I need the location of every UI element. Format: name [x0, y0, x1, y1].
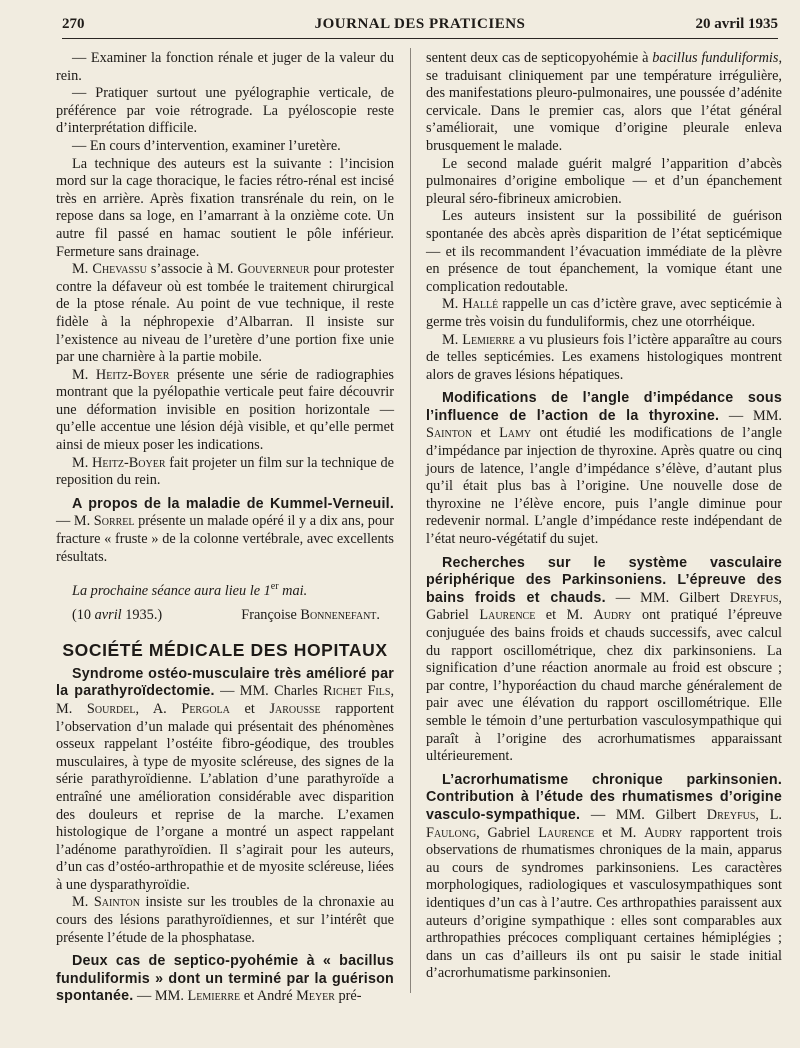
paragraph-heitz-boyer-1: M. Heitz-Boyer présente une série de radiographies montrant que la pyélopathie verticale peut faire découvrir une déformation invisible en position horizontale — qu’elle accentue une lésion déjà visible, et qu’elle permet ainsi de mieux poser les indications. — [56, 366, 394, 454]
signature-line — [56, 607, 394, 625]
author-name: Dreyfus — [706, 806, 756, 823]
column-divider — [410, 48, 411, 993]
author-name: Lamy — [499, 425, 532, 442]
paragraph-halle: M. Hallé rappelle un cas d’ictère grave, avec septicémie à germe très voisin du funduliformis, chez une otorrhéique. — [426, 296, 782, 330]
author-name: Sorrel — [93, 513, 135, 530]
author-name: Sainton — [93, 894, 140, 911]
paragraph-heitz-boyer-2: M. Heitz-Boyer fait projeter un film sur la technique de reposition du rein. — [56, 454, 394, 489]
paragraph-second-malade: Le second malade guérit malgré l’apparition d’abcès pulmonaires d’origine embolique — et d’un épanchement pleural séro-fibrineux amicrobien. — [426, 155, 782, 207]
paragraph-kummel: A propos de la maladie de Kummel-Verneuil. — M. Sorrel présente un malade opéré il y a dix ans, pour fracture « fruste » de la colonne vertébrale, avec excellents résultats. — [56, 495, 394, 565]
paragraph-syndrome: Syndrome ostéo-musculaire très amélioré par la parathyroïdectomie. — MM. Charles Richet Fils, M. Sourdel, A. Pergola et Jarousse rapportent l’observation d’un malade qui présentait des phénomènes osseux rappelant l’ostéite fibro-géodique, des troubles musculaires, à type de myosite scléreuse, des signes de la série parathyroïdienne. L’ablation d’une parathyroïde a entraîné une amélioration considérable avec disparition des douleurs et reprise de la marche. L’examen histologique de l’organe a montré un aspect rappelant l’adénome parathyroïdien. Il s’agirait pour les auteurs, d’un cas d’ostéo-arthropathie et de myosite scléreuse, liées à une dysparathyroïdie. — [56, 665, 395, 893]
author-name: Lemierre — [187, 988, 241, 1005]
issue-date: 20 avril 1935 — [695, 16, 778, 32]
author-name: Sourdel — [86, 700, 136, 717]
section-title: Modifications de l’angle d’impédance sous l’influence de l’action de la thyroxine. — [426, 390, 782, 424]
author-name: Jarousse — [269, 700, 321, 717]
right-column — [426, 50, 782, 983]
author-name: Dreyfus — [729, 589, 779, 606]
session-date: (10 avril 1935.) — [72, 606, 163, 623]
journal-title: JOURNAL DES PRATICIENS — [314, 16, 526, 32]
paragraph-examiner-rein: — Examiner la fonction rénale et juger de la valeur du rein. — [56, 50, 394, 84]
author-name: Laurence — [479, 607, 536, 624]
paragraph-auteurs: Les auteurs insistent sur la possibilité de guérison spontanée des abcès après disparition de l’état septicémique — et ils recommandent l’évacuation immédiate de la plèvre en présence de tout épanchement, la vomique étant une complication redoutable. — [426, 208, 782, 295]
author-name: Audry — [593, 607, 632, 624]
author-name: Audry — [644, 824, 683, 841]
paragraph-uretere: — En cours d’intervention, examiner l’uretère. — [72, 137, 341, 154]
author-name: Heitz-Boyer — [92, 454, 166, 471]
society-heading: SOCIÉTÉ MÉDICALE DES HOPITAUX — [62, 640, 388, 661]
author-name: Richet Fils — [323, 683, 391, 700]
author-name: Meyer — [296, 988, 335, 1005]
signature: Françoise Bonnenefant. — [241, 606, 380, 623]
section-title: L’acrorhumatisme chronique parkinsonien. Contribution à l’étude des rhumatismes d’origine vasculo-sympathique. — [426, 771, 782, 823]
author-name: Heitz-Boyer — [95, 366, 170, 383]
author-name: Sainton — [426, 425, 473, 442]
paragraph-vasculaire: Recherches sur le système vasculaire périphérique des Parkinsoniens. L’épreuve des bains froids et chauds. — MM. Gilbert Dreyfus, Gabriel Laurence et M. Audry ont pratiqué l’épreuve conjuguée des bains froids et chauds successifs, avec calcul du rapport oscillométrique, chez dix parkinsoniens. La signification d’une réaction anormale au froid est obscure ; par contre, l’hyporéaction du chaud marche généralement de pair avec une élévation du rapport oscillométrique. Elle semble le témoin d’une perturbation vasculosympathique qui paraît à l’origine des acrorhumatismes apparaissant ultérieurement. — [426, 554, 783, 765]
author-name: Chevassu — [92, 261, 147, 278]
author-name: Hallé — [462, 296, 499, 313]
author-name: Faulong — [426, 824, 477, 841]
paragraph-chevassu: M. Chevassu s’associe à M. Gouverneur pour protester contre la défaveur où est tombée le traitement chirurgical de la ptose rénale. Au point de vue technique, il reste fidèle à la néphropexie d’Albarran. Il insiste sur l’existence au niveau de l’uretère d’une portion fixe unie par une charnière à la partie mobile. — [56, 261, 394, 366]
next-session-note: La prochaine séance aura lieu le 1er mai. — [72, 581, 308, 599]
page-header — [62, 14, 778, 39]
author-name: Laurence — [538, 824, 595, 841]
paragraph-septico-cont: sentent deux cas de septicopyohémie à bacillus funduliformis, se traduisant cliniquement par une température irrégulière, des manifestations pleuro-pulmonaires, une poussée d’adénite cervicale. Dans le premier cas, alors que l’état général s’améliorait, une vomique d’origine pleurale enleva brusquement le malade. — [426, 50, 783, 154]
section-title: Deux cas de septico-pyohémie à « bacillus funduliformis » dont un terminé par la guérison spontanée. — [56, 953, 394, 1005]
paragraph-lemierre: M. Lemierre a vu plusieurs fois l’ictère apparaître au cours de telles septicémies. Les examens histologiques montrent alors de graves lésions hépatiques. — [426, 331, 782, 383]
section-title: Syndrome ostéo-musculaire très amélioré par la parathyroïdectomie. — [56, 665, 394, 700]
paragraph-impedance: Modifications de l’angle d’impédance sous l’influence de l’action de la thyroxine. — MM. Sainton et Lamy ont étudié les modifications de l’angle d’impédance par injection de thyroxine. Après quatre ou cinq jours de latence, l’angle d’impédance s’élève, d’autant plus qu’il était plus bas à l’origine. Une nouvelle dose de thyroxine ne l’élève encore, puis l’angle diminue pour redevenir normal. L’angle d’impédance reste indépendant de l’état neuro-végétatif du sujet. — [426, 390, 782, 548]
paragraph-acrorhumatisme: L’acrorhumatisme chronique parkinsonien. Contribution à l’étude des rhumatismes d’origine vasculo-sympathique. — MM. Gilbert Dreyfus, L. Faulong, Gabriel Laurence et M. Audry rapportent trois observations de rhumatismes chroniques de la main, apparus au cours de syndromes parkinsoniens. Les caractères morphologiques, radiologiques et vasculosympathiques sont identiques d’un cas à l’autre. Ces arthropathies paraissent aux auteurs d’origine sympathique : elles sont comparables aux arthropathies précoces compliquant certaines hémiplégies ; dans un cas d’ailleurs ils ont pu saisir le stade initial d’acrorhumatisme parkinsonien. — [426, 771, 783, 982]
paragraph-pyelographie: — Pratiquer surtout une pyélographie verticale, de préférence par voie rétrograde. La pyéloscopie reste d’interprétation difficile. — [56, 85, 394, 137]
section-title: A propos de la maladie de Kummel-Verneuil. — [72, 495, 394, 512]
section-title: Recherches sur le système vasculaire périphérique des Parkinsoniens. L’épreuve des bains froids et chauds. — [426, 554, 782, 606]
page-number: 270 — [62, 16, 85, 32]
paragraph-sainton: M. Sainton insiste sur les troubles de la chronaxie au cours des lésions parathyroïdiennes, et sur l’intérêt que présente l’étude de la phosphatase. — [56, 894, 394, 946]
author-name: Lemierre — [462, 331, 515, 348]
paragraph-septico: Deux cas de septico-pyohémie à « bacillus funduliformis » dont un terminé par la guérison spontanée. — MM. Lemierre et André Meyer pré- — [56, 953, 394, 1005]
author-name: Pergola — [181, 700, 230, 717]
left-column — [56, 50, 394, 1006]
author-name: Gouverneur — [237, 261, 310, 278]
paragraph-technique: La technique des auteurs est la suivante : l’incision mord sur la cage thoracique, le facies rétro-rénal est incisé très en arrière. Après fixation transrénale du rein, on le repose dans sa loge, en l’amarrant à la onzième cote. Un autre fil passé en hamac soutient le pôle inférieur. Fermeture sans drainage. — [56, 155, 394, 260]
